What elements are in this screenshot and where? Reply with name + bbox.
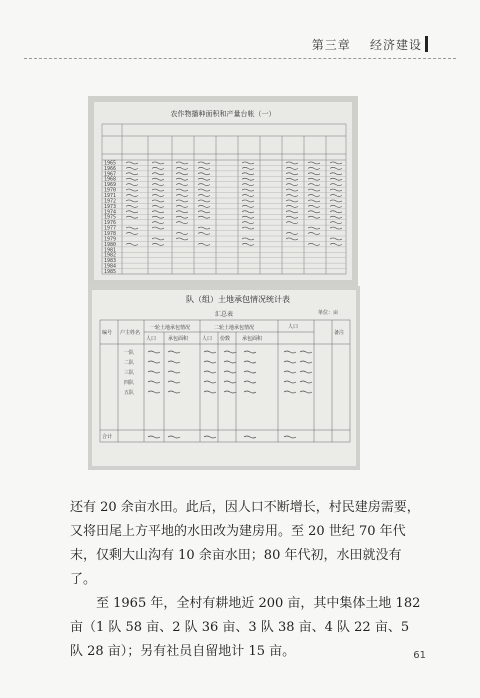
section-label: 经济建设	[369, 38, 422, 52]
page-number: 61	[413, 650, 426, 661]
col-group2: 二轮土地承包情况	[214, 325, 255, 331]
sub-h2: 承包面积	[168, 336, 189, 342]
contract-row-1: 一队	[124, 350, 135, 356]
ledger-year: 1976	[104, 220, 117, 227]
contract-row-2: 二队	[124, 360, 135, 366]
ledger-year: 1971	[104, 193, 117, 199]
ledger-year: 1972	[104, 198, 117, 205]
header-divider	[24, 58, 456, 59]
ledger-year: 1978	[104, 231, 117, 237]
body-text	[70, 496, 426, 664]
ledger-year: 1981	[104, 247, 117, 254]
ledger-year: 1975	[104, 214, 117, 221]
ledger-year: 1969	[104, 182, 117, 189]
land-contract-photo	[88, 286, 360, 470]
crop-ledger-photo	[88, 96, 358, 286]
sub-h3: 人口	[202, 336, 213, 342]
paragraph-2: 至 1965 年，全村有耕地近 200 亩，其中集体土地 182 亩（1 队 58 亩、2 队 36 亩、3 队 38 亩、4 队 22 亩、5 队 28 亩）；另有社员自留地计 15 亩。	[70, 596, 421, 659]
ledger-year: 1983	[104, 258, 117, 265]
ledger-year: 1970	[104, 187, 117, 194]
contract-row-5: 五队	[124, 390, 135, 396]
contract-unit: 单位：亩	[317, 310, 338, 316]
sub-h4: 份数	[220, 336, 231, 342]
chapter-header	[312, 36, 422, 53]
col-group1: 一轮土地承包情况	[150, 325, 191, 331]
ledger-year: 1974	[104, 209, 117, 216]
ledger-year: 1984	[104, 263, 117, 270]
ledger-year: 1973	[104, 203, 117, 210]
paragraph-1: 还有 20 余亩水田。此后，因人口不断增长，村民建房需要，又将田尾上方平地的水田改为建房用。至 20 世纪 70 年代末，仅剩大山沟有 10 余亩水田；80 年代初，水田就没有了。	[70, 500, 420, 587]
ledger-year: 1979	[104, 236, 117, 243]
contract-total: 合计	[102, 434, 113, 440]
ledger-year: 1968	[104, 176, 117, 183]
ledger-year: 1980	[104, 241, 117, 248]
ledger-title: 农作物播种面积和产量台帐（一）	[170, 110, 276, 118]
contract-row-4: 四队	[124, 380, 135, 386]
contract-row-3: 三队	[124, 370, 135, 376]
ledger-year: 1977	[104, 225, 117, 232]
contract-subtitle: 汇总表	[214, 311, 234, 318]
col-no: 编号	[102, 330, 113, 336]
ledger-year: 1985	[104, 269, 117, 275]
chapter-label: 第三章	[311, 38, 351, 52]
sub-h5: 承包面积	[242, 336, 263, 342]
ledger-year: 1982	[104, 252, 117, 259]
ledger-year: 1966	[104, 165, 117, 172]
col-owner: 户主姓名	[120, 330, 141, 336]
ledger-year: 1967	[104, 171, 117, 178]
contract-title: 队（组）土地承包情况统计表	[186, 295, 290, 304]
header-bar	[425, 36, 428, 52]
col-population: 人口	[288, 324, 299, 330]
ledger-year: 1965	[104, 160, 117, 167]
col-remark: 备注	[334, 330, 345, 336]
sub-h1: 人口	[146, 336, 157, 342]
